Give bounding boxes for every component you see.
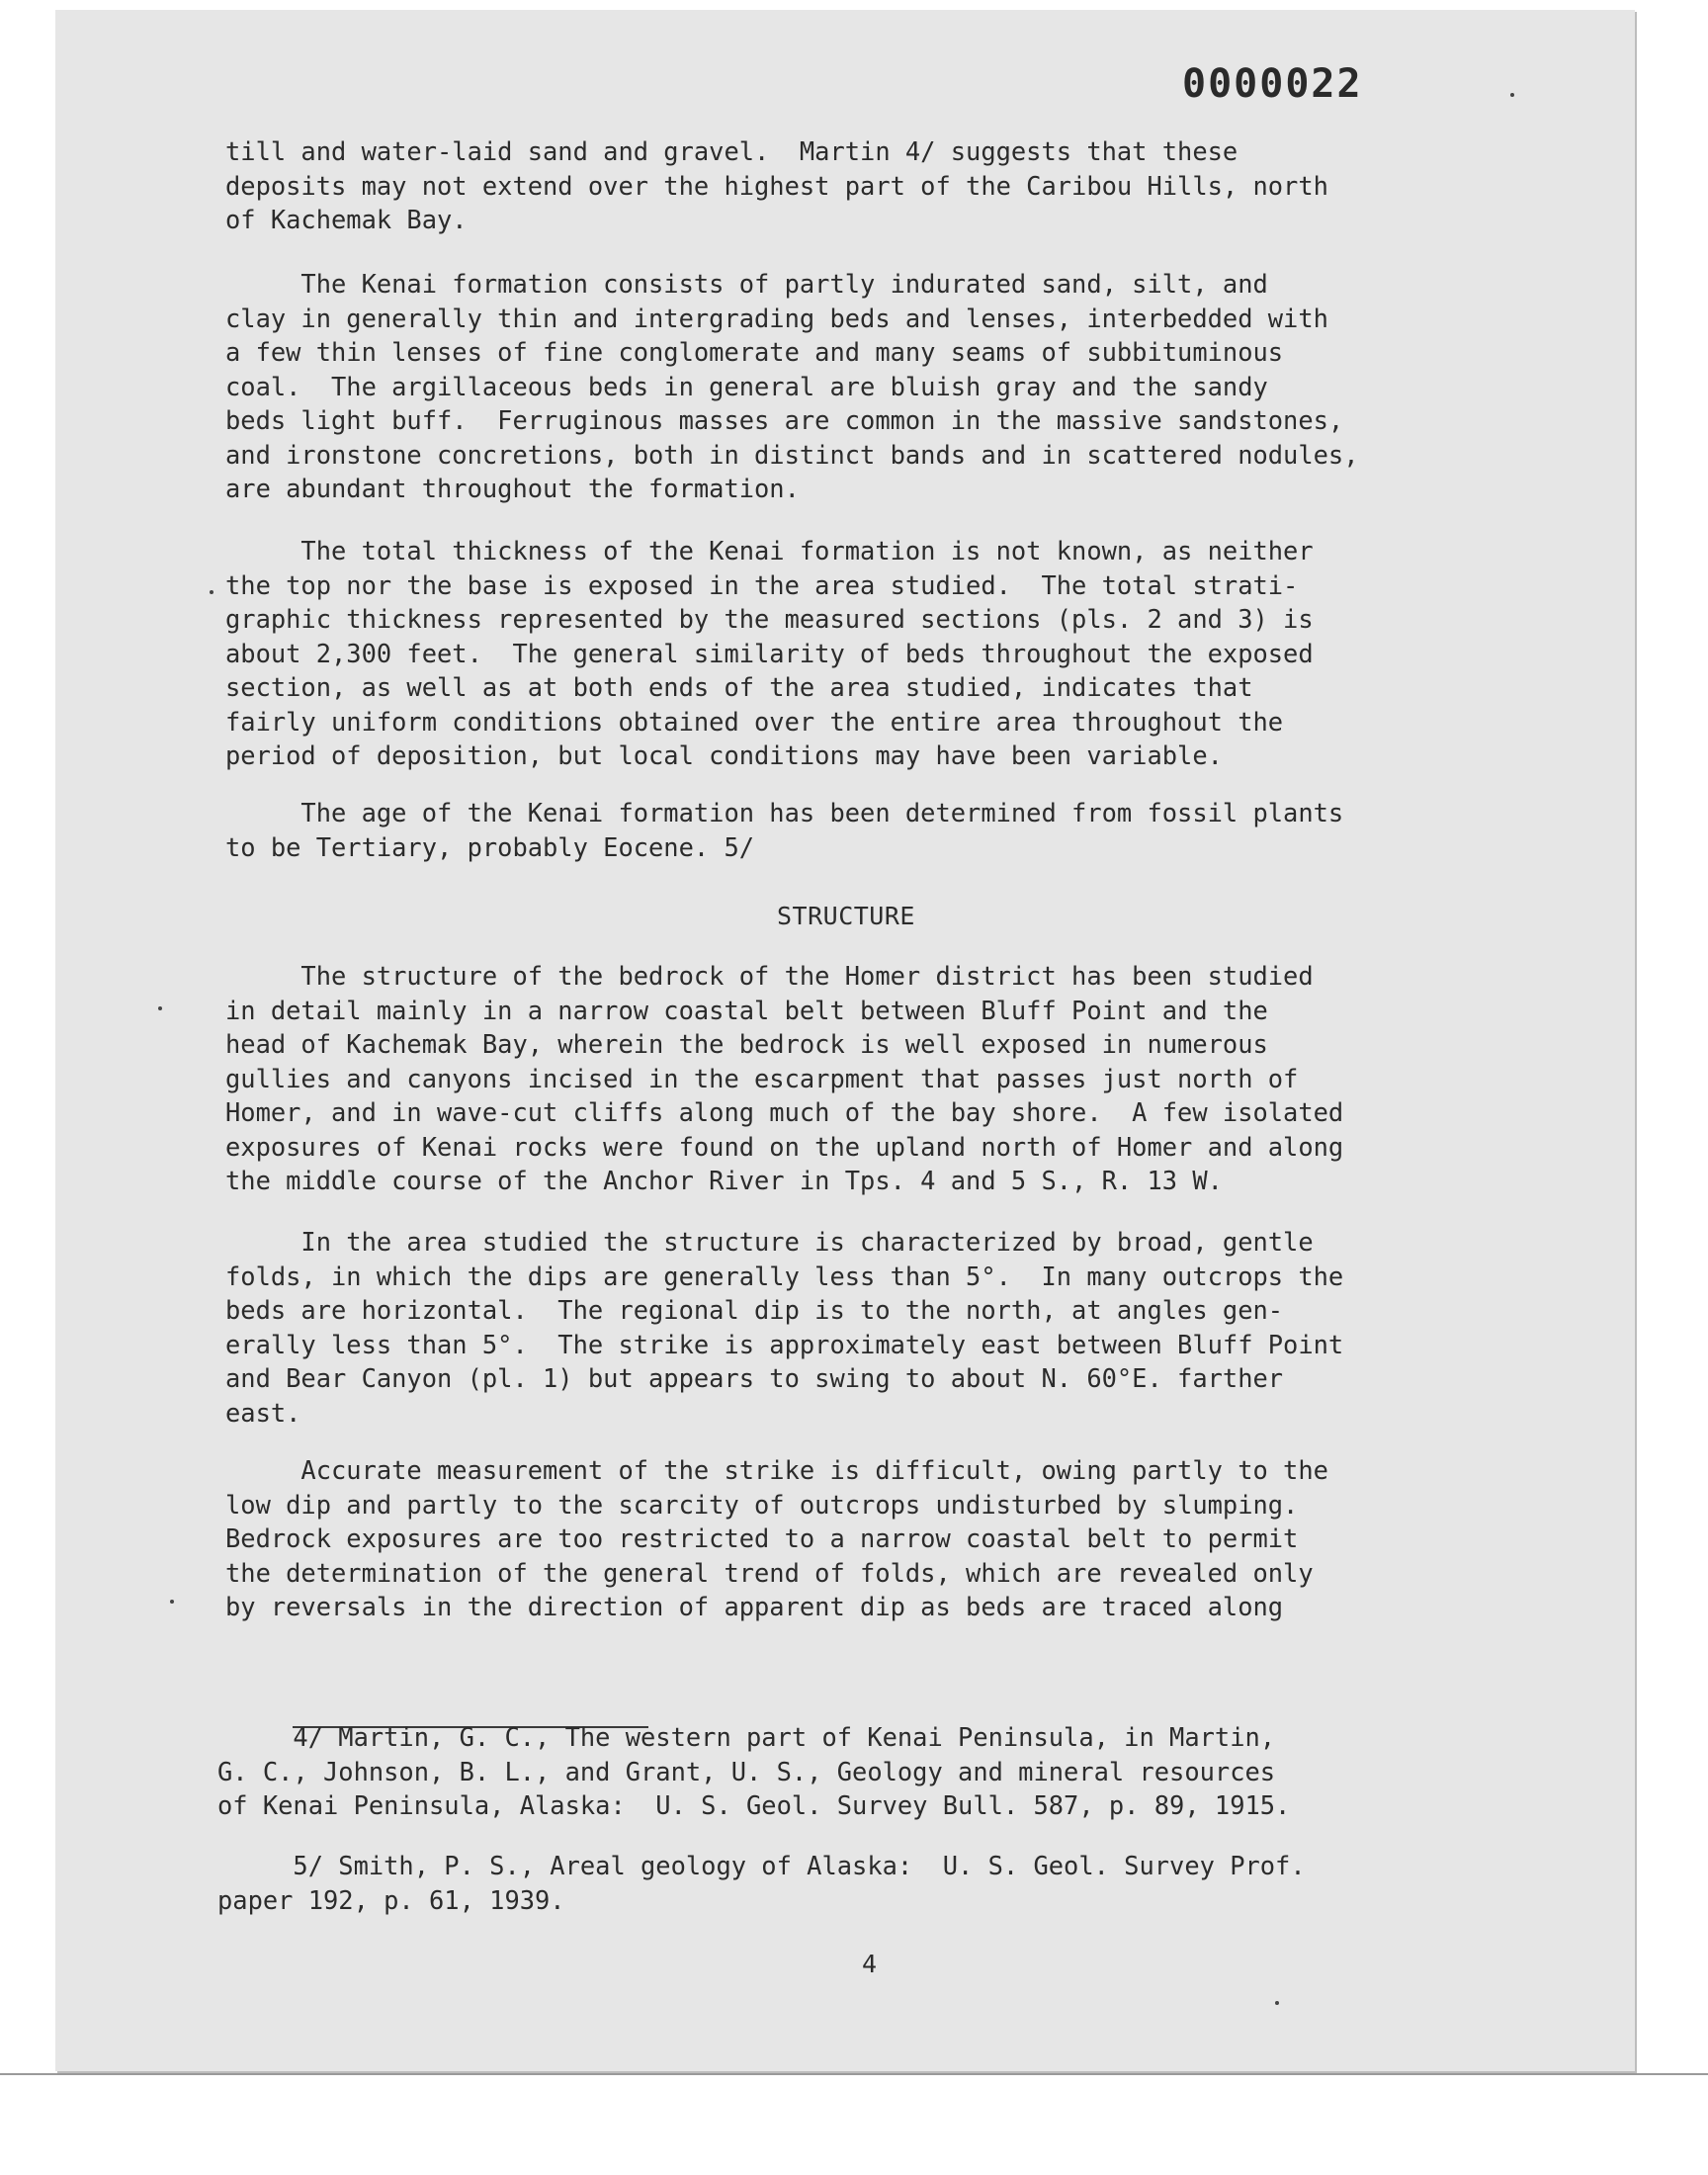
paragraph-thickness: The total thickness of the Kenai formation is not known, as neither the top nor the base is exposed in the area studied. The total strati- graphic thickness represented by the measured sections (pls. 2 and 3) is about 2,300 feet. The general similarity of beds throughout the exposed section, as well as at both ends of the area studied, indicates that fairly uniform conditions obtained over the entire area throughout the period of deposition, but local conditions may have been variable. [225,536,1314,770]
paragraph-kenai-formation: The Kenai formation consists of partly indurated sand, silt, and clay in generally thin and intergrading beds and lenses, interbedded with a few thin lenses of fine conglomerate and many seams of subbituminous coal. The argillaceous beds in general are bluish gray and the sandy beds light buff. Ferruginous masses are common in the massive sandstones, and ironstone concretions, both in distinct bands and in scattered nodules, are abundant throughout the formation. [225,269,1359,503]
paragraph-structure-bedrock: The structure of the bedrock of the Homer district has been studied in detail mainly in a narrow coastal belt between Bluff Point and the head of Kachemak Bay, wherein the bedrock is well exposed in numerous gullies and canyons incised in the escarpment that passes just north of Homer, and in wave-cut cliffs along much of the bay shore. A few isolated exposures of Kenai rocks were found on the upland north of Homer and along the middle course of the Anchor River in Tps. 4 and 5 S., R. 13 W. [225,961,1344,1195]
scan-speck [158,1006,162,1010]
paragraph-age: The age of the Kenai formation has been determined from fossil plants to be Tertiary, probably Eocene. 5/ [225,798,1344,862]
footnote-5: 5/ Smith, P. S., Areal geology of Alaska: U. S. Geol. Survey Prof. paper 192, p. 61, 1939. [217,1851,1306,1915]
section-heading-structure: STRUCTURE [777,902,915,930]
page-number: 4 [862,1950,878,1978]
scan-speck [210,590,214,594]
paragraph-folds: In the area studied the structure is characterized by broad, gentle folds, in which the dips are generally less than 5°. In many outcrops the beds are horizontal. The regional dip is to the north, at angles gen- erally less than 5°. The strike is approximately east between Bluff Point and Bear Canyon (pl. 1) but appears to swing to about N. 60°E. farther east. [225,1227,1344,1428]
scan-speck [1510,93,1514,97]
scan-speck [1275,2001,1279,2005]
paragraph-strike-measurement: Accurate measurement of the strike is difficult, owing partly to the low dip and partly to the scarcity of outcrops undisturbed by slumping. Bedrock exposures are too restricted to a narrow coastal belt to permit the determination of the general trend of folds, which are revealed only by reversals in the direction of apparent dip as beds are traced along [225,1455,1328,1621]
footnote-4: 4/ Martin, G. C., The western part of Kenai Peninsula, in Martin, G. C., Johnson, B. L., and Grant, U. S., Geology and mineral resources of Kenai Peninsula, Alaska: U. S. Geol. Survey Bull. 587, p. 89, 1915. [217,1722,1291,1820]
document-id-stamp: 0000022 [1182,61,1363,107]
page-edge [0,2073,1708,2075]
paragraph-glacial-deposits: till and water-laid sand and gravel. Martin 4/ suggests that these deposits may not extend over the highest part of the Caribou Hills, north of Kachemak Bay. [225,136,1328,234]
scan-speck [170,1600,174,1604]
